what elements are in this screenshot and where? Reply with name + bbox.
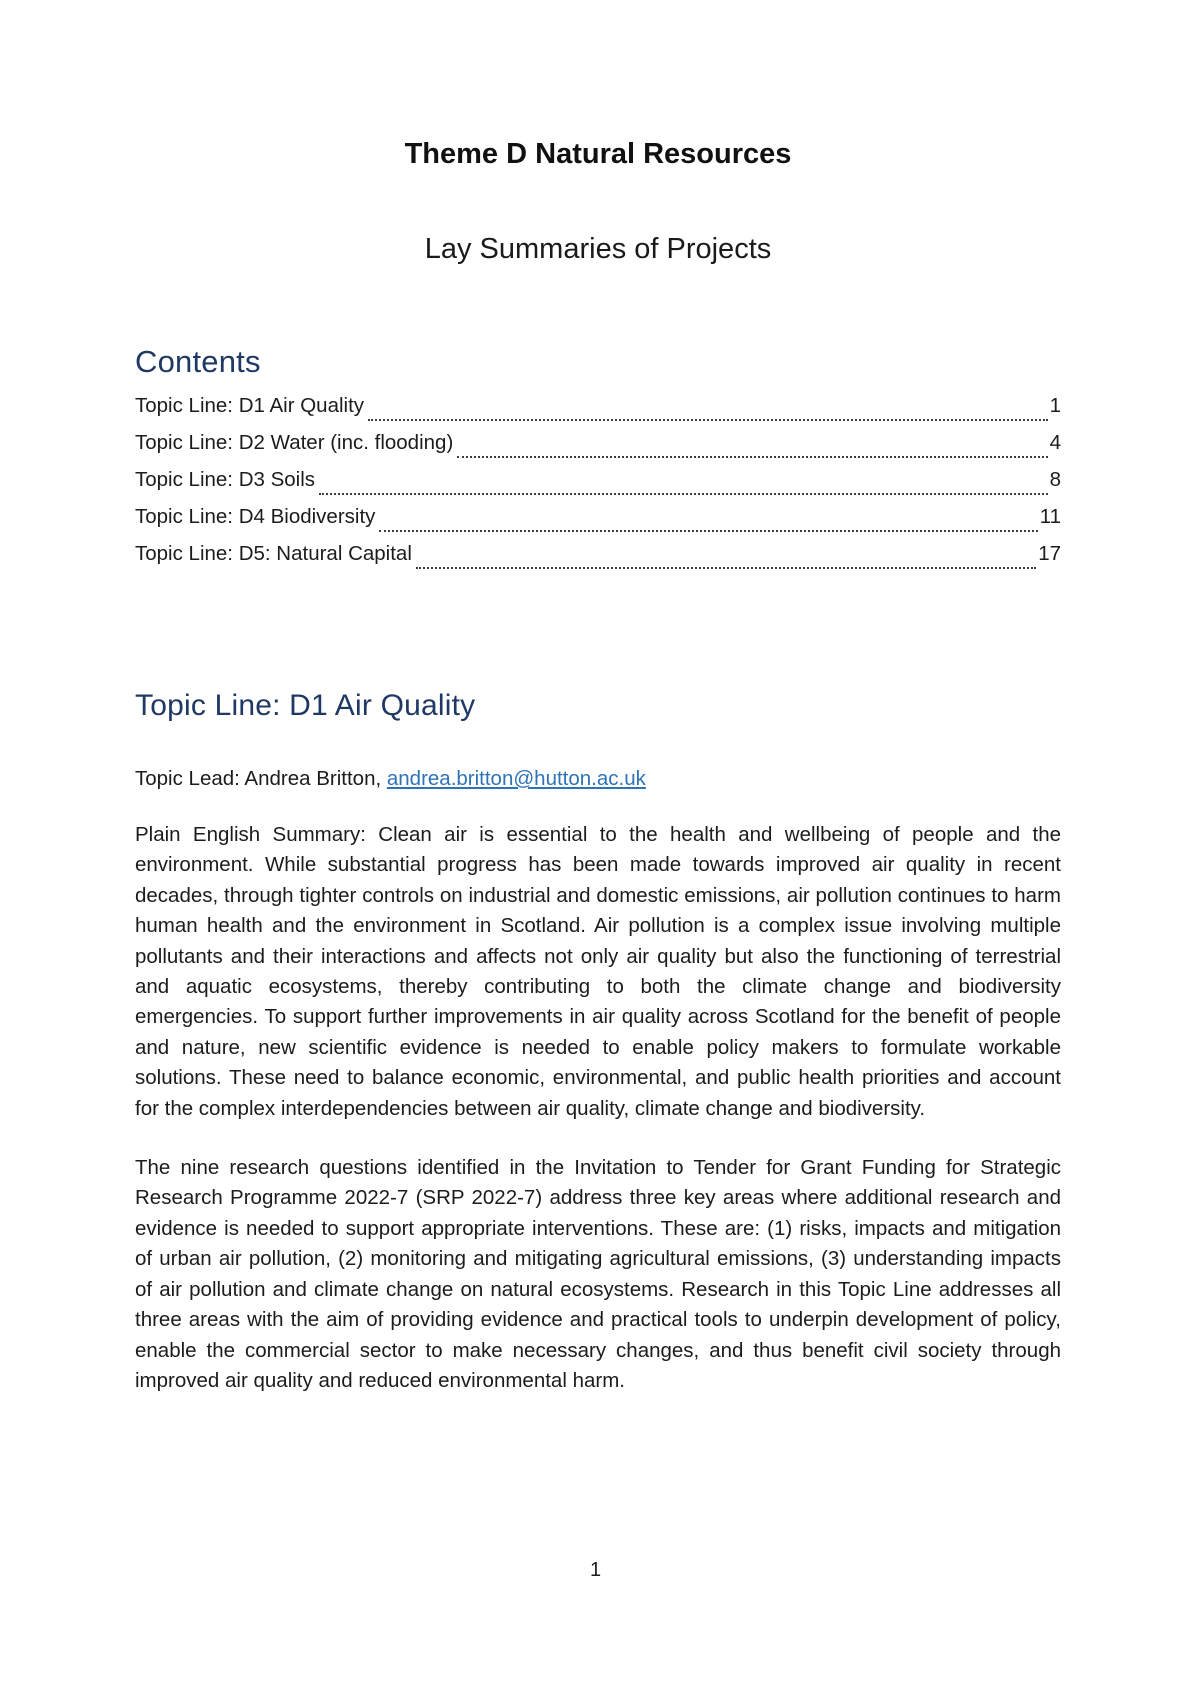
page-number-footer: 1 xyxy=(589,1559,602,1581)
toc-dot-leader xyxy=(457,456,1047,458)
toc-entry-label: Topic Line: D5: Natural Capital xyxy=(135,542,412,565)
toc-entry-label: Topic Line: D2 Water (inc. flooding) xyxy=(135,431,454,454)
toc-entry-label: Topic Line: D4 Biodiversity xyxy=(135,505,376,528)
plain-english-summary-paragraph: Plain English Summary: Clean air is essential to the health and wellbeing of people and the environment. While substantial progress has been made towards improved air quality in recent decades, through tighter controls on industrial and domestic emissions, air pollution continues to harm human health and the environment in Scotland. Air pollution is a complex issue involving multiple pollutants and their interactions and affects not only air quality but also the functioning of terrestrial and aquatic ecosystems, thereby contributing to both the climate change and biodiversity emergencies. To support further improvements in air quality across Scotland for the benefit of people and nature, new scientific evidence is needed to enable policy makers to formulate workable solutions. These need to balance economic, environmental, and public health priorities and account for the complex interdependencies between air quality, climate change and biodiversity. xyxy=(135,823,1061,1120)
toc-entry-d5-natural-capital[interactable] xyxy=(135,542,1061,579)
toc-entry-d2-water[interactable] xyxy=(135,431,1061,468)
toc-entry-page-number: 8 xyxy=(1049,468,1061,491)
topic-lead-text: Topic Lead: Andrea Britton, xyxy=(135,767,387,790)
section-heading-d1-air-quality: Topic Line: D1 Air Quality xyxy=(135,689,476,722)
contents-heading: Contents xyxy=(135,344,261,379)
research-questions-paragraph: The nine research questions identified in the Invitation to Tender for Grant Funding for Strategic Research Programme 2022-7 (SRP 2022-7) address three key areas where additional research and evidence is needed to support appropriate interventions. These are: (1) risks, impacts and mitigation of urban air pollution, (2) monitoring and mitigating agricultural emissions, (3) understanding impacts of air pollution and climate change on natural ecosystems. Research in this Topic Line addresses all three areas with the aim of providing evidence and practical tools to underpin development of policy, enable the commercial sector to make necessary changes, and thus benefit civil society through improved air quality and reduced environmental harm. xyxy=(135,1156,1061,1392)
document-subtitle: Lay Summaries of Projects xyxy=(424,233,772,265)
toc-dot-leader xyxy=(368,419,1048,421)
toc-entry-d4-biodiversity[interactable] xyxy=(135,505,1061,542)
toc-dot-leader xyxy=(379,530,1037,532)
toc-dot-leader xyxy=(416,567,1036,569)
toc-entry-label: Topic Line: D1 Air Quality xyxy=(135,394,365,417)
toc-entry-page-number: 17 xyxy=(1038,542,1061,565)
toc-entry-page-number: 11 xyxy=(1039,505,1061,528)
document-title: Theme D Natural Resources xyxy=(404,138,792,170)
toc-entry-page-number: 4 xyxy=(1049,431,1061,454)
toc-entry-d3-soils[interactable] xyxy=(135,468,1061,505)
topic-lead-email-link[interactable]: andrea.britton@hutton.ac.uk xyxy=(386,767,646,790)
topic-lead-line xyxy=(135,723,1061,791)
toc-entry-label: Topic Line: D3 Soils xyxy=(135,468,316,491)
toc-entry-d1-air-quality[interactable] xyxy=(135,394,1061,431)
table-of-contents xyxy=(135,394,1061,579)
toc-dot-leader xyxy=(319,493,1048,495)
toc-entry-page-number: 1 xyxy=(1049,394,1061,417)
